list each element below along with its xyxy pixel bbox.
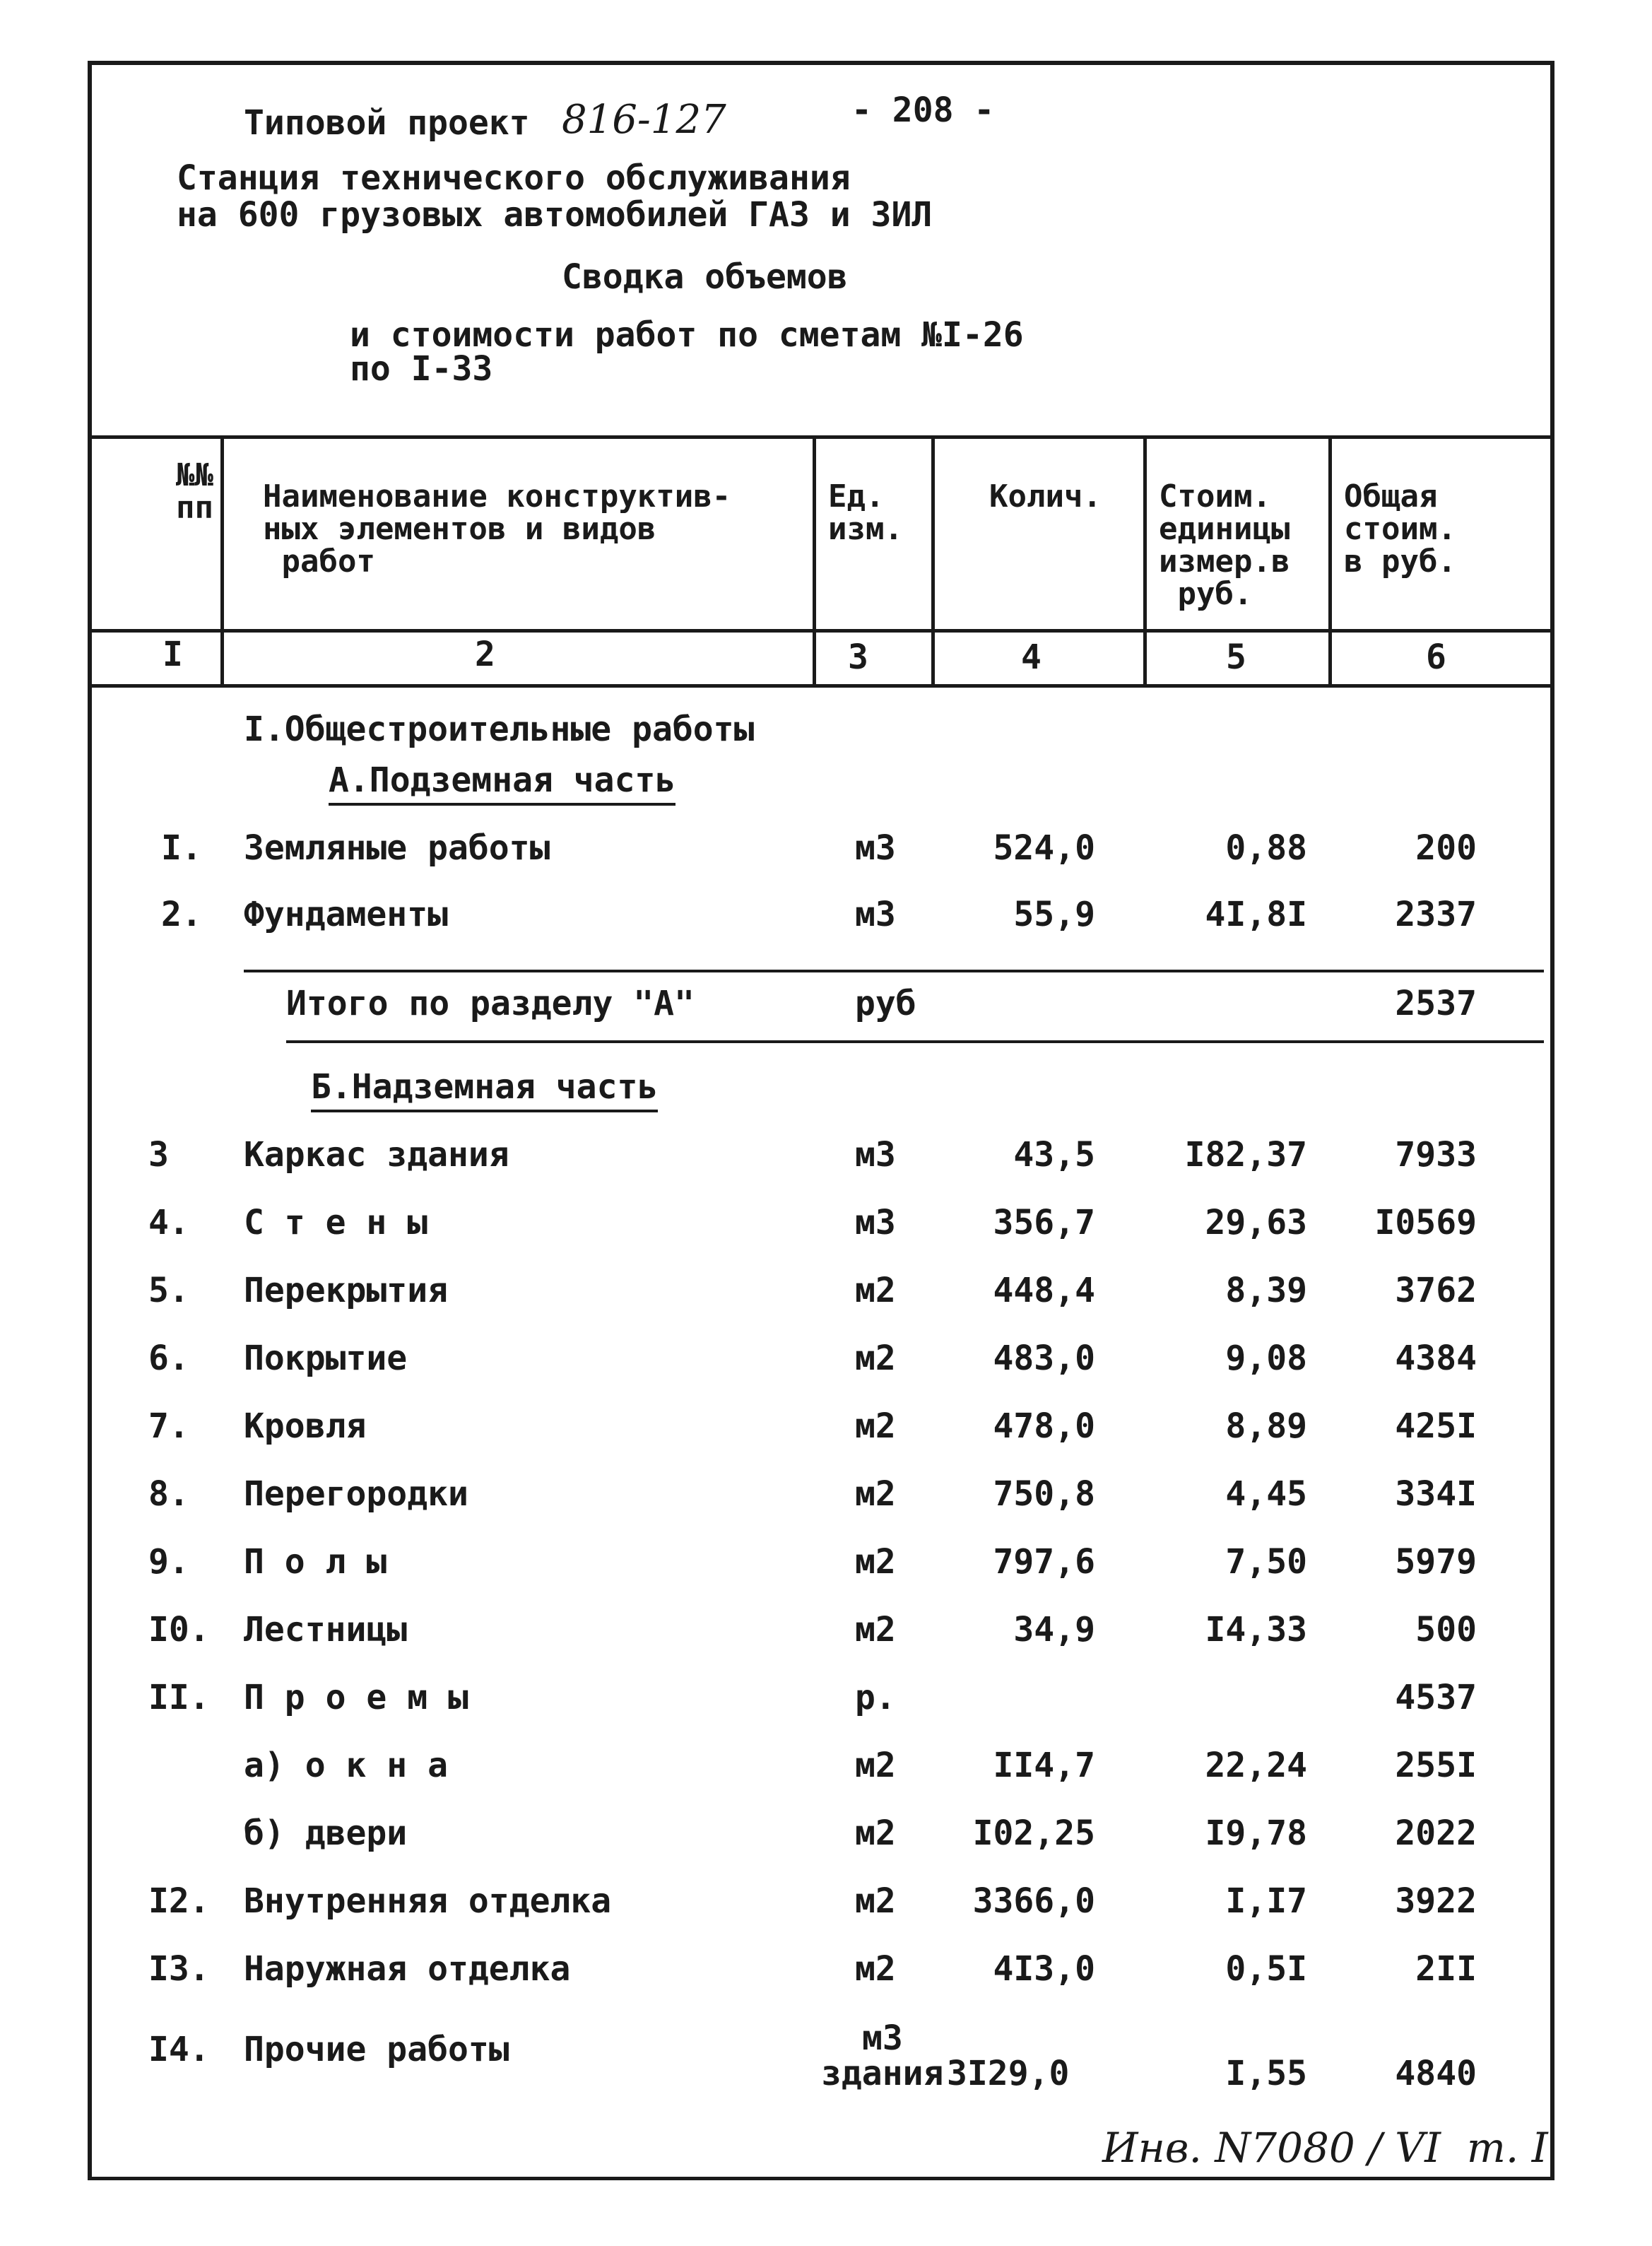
col-head-name: Наименование конструктив- ных элементов и видов работ <box>263 478 731 580</box>
table-top-line <box>92 435 1554 439</box>
row-total: 4840 <box>1395 2054 1477 2093</box>
row-price: I,55 <box>1225 2054 1307 2093</box>
project-label: Типовой проект <box>244 103 530 143</box>
row-qty: 356,7 <box>993 1203 1095 1242</box>
subtotal-a-unit: руб <box>855 984 916 1023</box>
col-number-6: 6 <box>1426 637 1446 677</box>
row-qty: 750,8 <box>993 1474 1095 1514</box>
section-title: I.Общестроительные работы <box>244 710 755 749</box>
row-price: 22,24 <box>1205 1746 1307 1785</box>
row-name: Перегородки <box>244 1474 468 1514</box>
row-qty: 483,0 <box>993 1339 1095 1378</box>
inventory-note: Инв. N7080 / VI т. I <box>1102 2124 1548 2172</box>
row-number: I3. <box>148 1949 210 1989</box>
row-total: 4384 <box>1395 1339 1477 1378</box>
row-qty: 43,5 <box>1013 1135 1095 1175</box>
row-name: Каркас здания <box>244 1135 509 1175</box>
summary-line-2: и стоимости работ по сметам №I-26 <box>350 315 1024 355</box>
page-number: - 208 - <box>851 90 995 130</box>
table-header-line <box>92 629 1554 633</box>
row-qty: I02,25 <box>972 1813 1095 1853</box>
row-unit: м2 <box>855 1610 896 1650</box>
row-qty: 4I3,0 <box>993 1949 1095 1989</box>
row-total: 425I <box>1395 1406 1477 1446</box>
row-number: 5. <box>148 1271 189 1310</box>
row-unit: м2 <box>855 1813 896 1853</box>
row-unit-top: м3 <box>862 2018 903 2058</box>
row-price: 4I,8I <box>1205 895 1307 934</box>
row-unit-bottom: здания <box>821 2054 944 2093</box>
col-divider-2 <box>813 435 816 688</box>
row-name: Наружная отделка <box>244 1949 571 1989</box>
row-number: I0. <box>148 1610 210 1650</box>
subtotal-top-line <box>244 970 1544 972</box>
table-numbers-line <box>92 684 1554 688</box>
row-number: II. <box>148 1678 210 1717</box>
row-unit: р. <box>855 1678 896 1717</box>
col-number-4: 4 <box>1021 637 1042 677</box>
row-name: Кровля <box>244 1406 367 1446</box>
row-number: 3 <box>148 1135 169 1175</box>
row-total: 2337 <box>1395 895 1477 934</box>
row-total: 7933 <box>1395 1135 1477 1175</box>
row-total: 5979 <box>1395 1542 1477 1582</box>
row-qty: 524,0 <box>993 828 1095 868</box>
row-number: I4. <box>148 2030 210 2069</box>
row-number: 8. <box>148 1474 189 1514</box>
summary-title: Сводка объемов <box>562 257 848 297</box>
row-number: 9. <box>148 1542 189 1582</box>
row-number: I. <box>161 828 202 868</box>
row-number: I2. <box>148 1881 210 1921</box>
row-unit: м2 <box>855 1474 896 1514</box>
row-total: 2022 <box>1395 1813 1477 1853</box>
col-number-2: 2 <box>475 635 495 674</box>
row-name: П р о е м ы <box>244 1678 468 1717</box>
row-unit: м2 <box>855 1881 896 1921</box>
row-name: Покрытие <box>244 1339 408 1378</box>
row-unit: м3 <box>855 895 896 934</box>
row-number: 4. <box>148 1203 189 1242</box>
row-qty: 34,9 <box>1013 1610 1095 1650</box>
row-number: 6. <box>148 1339 189 1378</box>
row-price: 9,08 <box>1225 1339 1307 1378</box>
row-name: а) о к н а <box>244 1746 448 1785</box>
row-price: 4,45 <box>1225 1474 1307 1514</box>
row-price: 29,63 <box>1205 1203 1307 1242</box>
col-divider-5 <box>1328 435 1332 688</box>
col-head-qty: Колич. <box>989 478 1102 515</box>
col-head-unit-price: Стоим. единицы измер.в руб. <box>1159 478 1290 612</box>
subtotal-a-total: 2537 <box>1395 984 1477 1023</box>
row-total: 2II <box>1415 1949 1477 1989</box>
row-number: 2. <box>161 895 202 934</box>
row-unit: м3 <box>855 1203 896 1242</box>
row-unit: м2 <box>855 1746 896 1785</box>
row-number: 7. <box>148 1406 189 1446</box>
row-total: 3922 <box>1395 1881 1477 1921</box>
row-price: I9,78 <box>1205 1813 1307 1853</box>
subtotal-a-label: Итого по разделу "А" <box>286 984 695 1023</box>
row-name: Фундаменты <box>244 895 448 934</box>
col-head-total: Общая стоим. в руб. <box>1344 478 1456 580</box>
row-total: 200 <box>1415 828 1477 868</box>
row-unit: м3 <box>855 1135 896 1175</box>
subtotal-bottom-line <box>286 1040 1544 1043</box>
project-number: 816-127 <box>562 97 726 143</box>
row-qty: 448,4 <box>993 1271 1095 1310</box>
row-name: Внутренняя отделка <box>244 1881 612 1921</box>
row-total: I0569 <box>1374 1203 1477 1242</box>
col-head-unit: Ед. изм. <box>828 478 903 547</box>
row-unit: м3 <box>855 828 896 868</box>
col-divider-4 <box>1143 435 1147 688</box>
col-head-number: №№ пп <box>176 457 213 526</box>
row-unit: м2 <box>855 1271 896 1310</box>
row-unit: м2 <box>855 1542 896 1582</box>
row-price: 8,89 <box>1225 1406 1307 1446</box>
row-price: I82,37 <box>1184 1135 1307 1175</box>
row-name: Перекрытия <box>244 1271 448 1310</box>
frame-bottom-line <box>88 2177 1554 2180</box>
col-divider-3 <box>931 435 935 688</box>
row-unit: м2 <box>855 1339 896 1378</box>
row-total: 500 <box>1415 1610 1477 1650</box>
row-qty: 3I29,0 <box>947 2054 1070 2093</box>
row-name: Земляные работы <box>244 828 550 868</box>
row-name: б) двери <box>244 1813 408 1853</box>
page-frame <box>88 61 1554 2178</box>
row-qty: 797,6 <box>993 1542 1095 1582</box>
col-number-3: 3 <box>848 637 868 677</box>
row-unit: м2 <box>855 1406 896 1446</box>
part-b-title: Б.Надземная часть <box>311 1070 658 1112</box>
row-qty: 3366,0 <box>972 1881 1095 1921</box>
row-total: 3762 <box>1395 1271 1477 1310</box>
col-divider-1 <box>220 435 224 688</box>
row-total: 255I <box>1395 1746 1477 1785</box>
row-name: П о л ы <box>244 1542 387 1582</box>
row-unit: м2 <box>855 1949 896 1989</box>
row-price: 7,50 <box>1225 1542 1307 1582</box>
header-line-3: на 600 грузовых автомобилей ГАЗ и ЗИЛ <box>177 195 933 235</box>
row-price: 8,39 <box>1225 1271 1307 1310</box>
row-name: Прочие работы <box>244 2030 509 2069</box>
row-price: 0,5I <box>1225 1949 1307 1989</box>
row-price: I,I7 <box>1225 1881 1307 1921</box>
row-qty: II4,7 <box>993 1746 1095 1785</box>
col-number-5: 5 <box>1226 637 1246 677</box>
row-total: 334I <box>1395 1474 1477 1514</box>
row-qty: 55,9 <box>1013 895 1095 934</box>
row-price: 0,88 <box>1225 828 1307 868</box>
row-name: С т е н ы <box>244 1203 428 1242</box>
summary-line-3: по I-33 <box>350 349 493 389</box>
part-a-title: А.Подземная часть <box>329 763 675 806</box>
row-price: I4,33 <box>1205 1610 1307 1650</box>
header-line-2: Станция технического обслуживания <box>177 158 851 198</box>
col-number-1: I <box>163 635 183 674</box>
row-total: 4537 <box>1395 1678 1477 1717</box>
row-qty: 478,0 <box>993 1406 1095 1446</box>
row-name: Лестницы <box>244 1610 408 1650</box>
